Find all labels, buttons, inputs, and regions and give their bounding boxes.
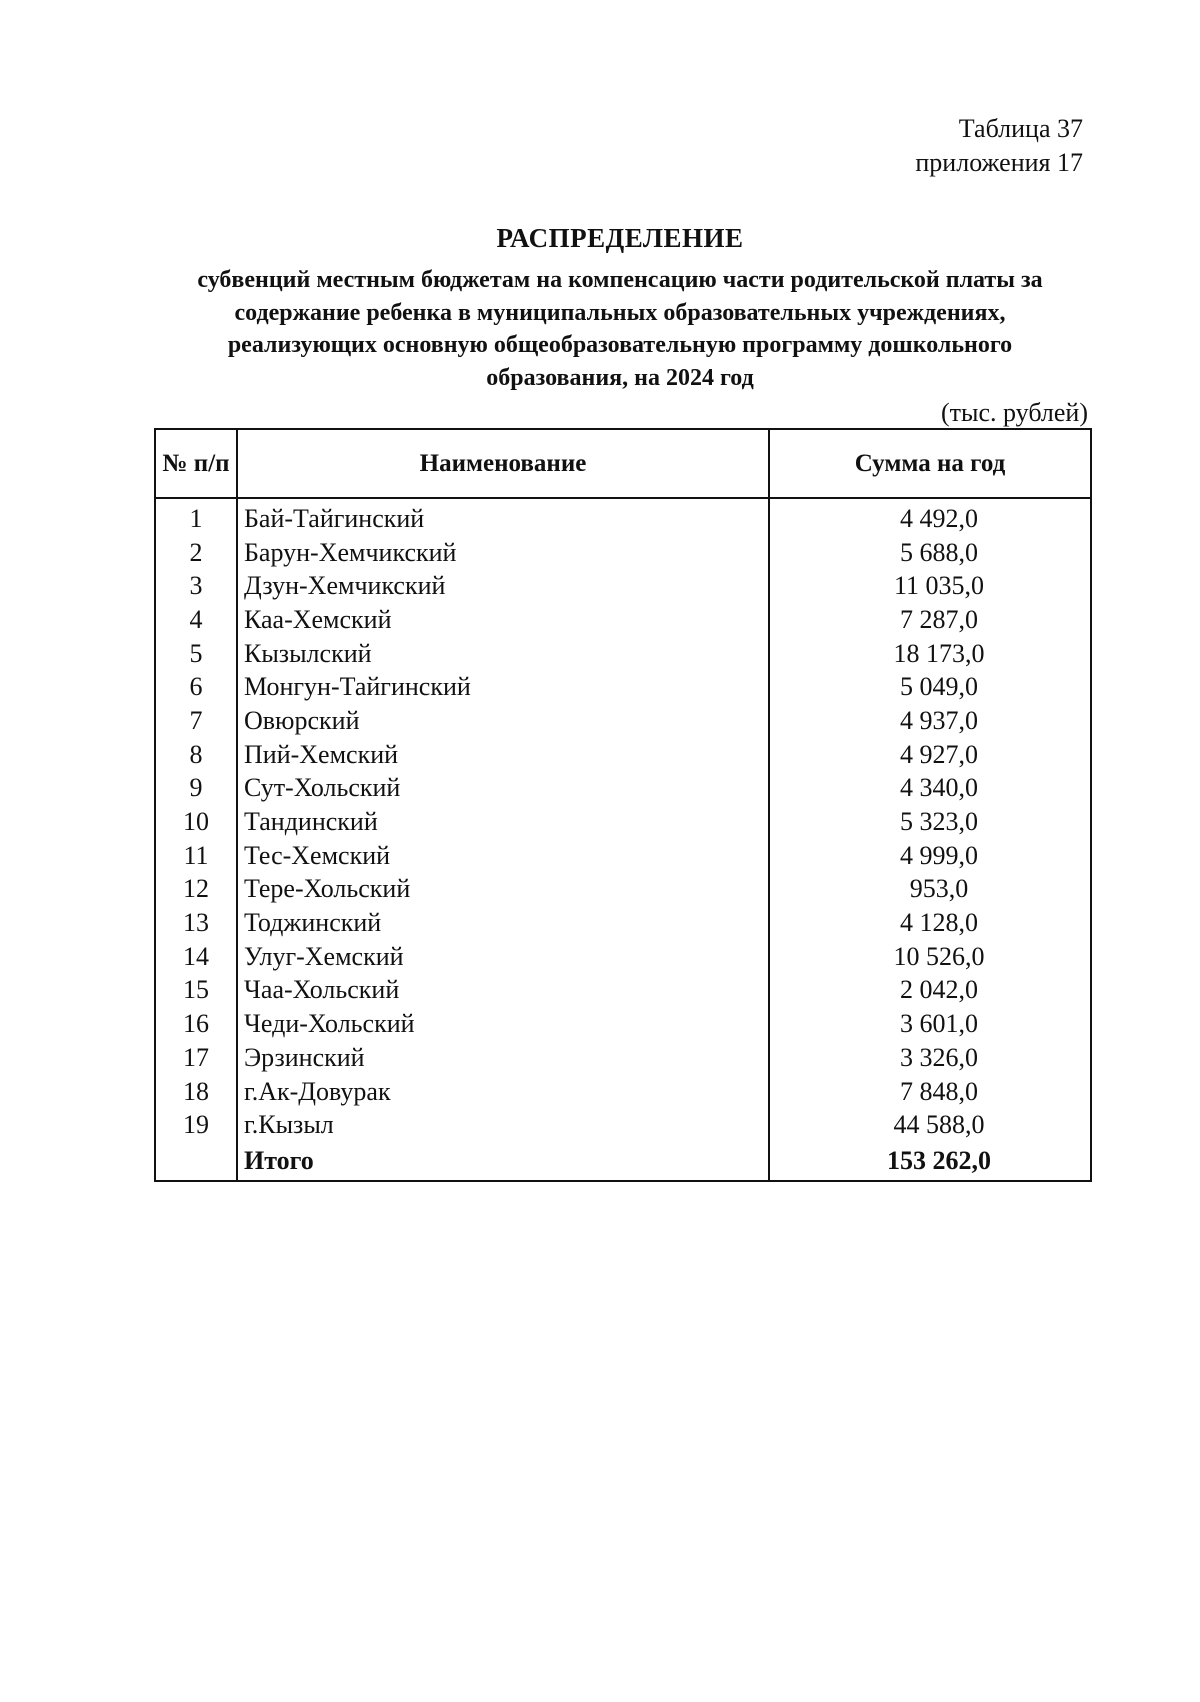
row-sum: 7 287,0 [769,603,1091,637]
total-sum: 153 262,0 [769,1142,1091,1181]
document-title: РАСПРЕДЕЛЕНИЕ [496,223,744,253]
row-sum: 5 688,0 [769,536,1091,570]
row-sum: 4 340,0 [769,772,1091,806]
row-sum: 4 492,0 [769,498,1091,536]
table-row [155,805,1091,839]
row-sum: 5 323,0 [769,805,1091,839]
row-number: 14 [155,940,237,974]
row-name: Дзун-Хемчикский [237,569,769,603]
row-number: 9 [155,772,237,806]
table-row [155,1108,1091,1142]
total-label: Итого [237,1142,769,1181]
table-row [155,738,1091,772]
row-name: Улуг-Хемский [237,940,769,974]
row-number: 12 [155,873,237,907]
distribution-table [154,428,1092,1182]
table-number: Таблица 37 [958,114,1083,143]
row-number: 16 [155,1007,237,1041]
row-name: Тес-Хемский [237,839,769,873]
document-subtitle [150,264,1090,394]
table-row [155,940,1091,974]
row-sum: 4 999,0 [769,839,1091,873]
row-name: Чаа-Хольский [237,974,769,1008]
row-name: Тандинский [237,805,769,839]
subtitle-line: субвенций местным бюджетам на компенсацию части родительской платы за [197,267,1043,293]
subtitle-line: содержание ребенка в муниципальных образовательных учреждениях, [234,299,1006,326]
row-name: Каа-Хемский [237,603,769,637]
row-sum: 4 937,0 [769,704,1091,738]
column-header-sum: Сумма на год [769,429,1091,498]
subtitle-line: образования, на 2024 год [486,364,754,391]
row-sum: 5 049,0 [769,670,1091,704]
subtitle-line: реализующих основную общеобразовательную программу дошкольного [227,332,1013,358]
row-sum: 18 173,0 [769,637,1091,671]
row-name: Пий-Хемский [237,738,769,772]
table-body [155,498,1091,1181]
table-row [155,873,1091,907]
appendix-number: приложения 17 [915,148,1083,177]
table-row [155,906,1091,940]
units-label: (тыс. рублей) [940,398,1088,427]
row-name: Тере-Хольский [237,873,769,907]
row-number: 6 [155,670,237,704]
row-sum: 2 042,0 [769,974,1091,1008]
row-number: 10 [155,805,237,839]
row-name: Тоджинский [237,906,769,940]
table-row [155,670,1091,704]
row-number: 5 [155,637,237,671]
row-number: 1 [155,498,237,536]
row-number: 17 [155,1041,237,1075]
row-sum: 4 927,0 [769,738,1091,772]
table-row [155,704,1091,738]
row-name: Овюрский [237,704,769,738]
row-name: Сут-Хольский [237,772,769,806]
table-row [155,1041,1091,1075]
table-row [155,772,1091,806]
row-name: Эрзинский [237,1041,769,1075]
row-number: 8 [155,738,237,772]
total-number-cell [155,1142,237,1181]
row-number: 11 [155,839,237,873]
table-row [155,536,1091,570]
row-number: 15 [155,974,237,1008]
table-row [155,498,1091,536]
row-name: г.Кызыл [237,1108,769,1142]
row-sum: 3 601,0 [769,1007,1091,1041]
table-row [155,1075,1091,1109]
table-row [155,603,1091,637]
table-row [155,839,1091,873]
row-number: 19 [155,1108,237,1142]
row-number: 7 [155,704,237,738]
row-number: 4 [155,603,237,637]
row-sum: 953,0 [769,873,1091,907]
row-number: 18 [155,1075,237,1109]
row-name: Монгун-Тайгинский [237,670,769,704]
row-sum: 4 128,0 [769,906,1091,940]
row-sum: 10 526,0 [769,940,1091,974]
table-header-row [155,429,1091,498]
table-reference [915,112,1083,180]
table-row [155,569,1091,603]
row-number: 3 [155,569,237,603]
row-name: Чеди-Хольский [237,1007,769,1041]
row-name: Бай-Тайгинский [237,498,769,536]
row-sum: 3 326,0 [769,1041,1091,1075]
row-sum: 44 588,0 [769,1108,1091,1142]
table-row [155,974,1091,1008]
table-row [155,1007,1091,1041]
row-name: Барун-Хемчикский [237,536,769,570]
row-number: 13 [155,906,237,940]
column-header-name: Наименование [237,429,769,498]
table-row [155,637,1091,671]
row-name: Кызылский [237,637,769,671]
row-sum: 11 035,0 [769,569,1091,603]
row-name: г.Ак-Довурак [237,1075,769,1109]
row-number: 2 [155,536,237,570]
row-sum: 7 848,0 [769,1075,1091,1109]
column-header-number: № п/п [155,429,237,498]
table-total-row [155,1142,1091,1181]
